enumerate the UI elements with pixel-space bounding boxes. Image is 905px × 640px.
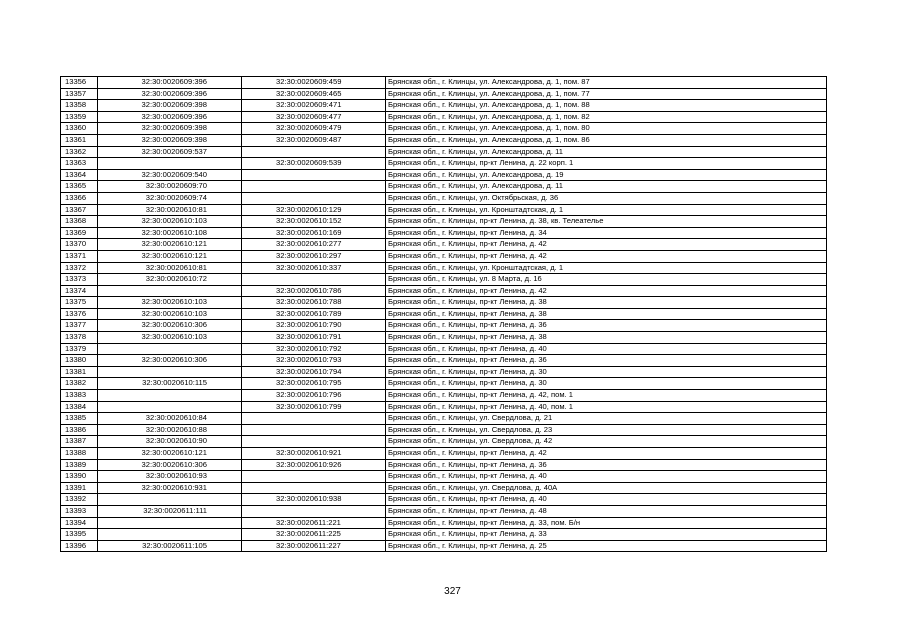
premises-cadastral-cell [242,181,386,193]
row-number-cell: 13381 [61,366,98,378]
premises-cadastral-cell: 32:30:0020610:789 [242,308,386,320]
building-cadastral-cell [98,343,242,355]
building-cadastral-cell: 32:30:0020609:396 [98,88,242,100]
table-row [61,471,827,483]
building-cadastral-cell: 32:30:0020610:81 [98,204,242,216]
address-cell: Брянская обл., г. Клинцы, ул. Александрова, д. 11 [386,181,827,193]
building-cadastral-cell: 32:30:0020610:103 [98,332,242,344]
table-row [61,390,827,402]
row-number-cell: 13371 [61,250,98,262]
row-number-cell: 13388 [61,448,98,460]
building-cadastral-cell [98,285,242,297]
table-row [61,448,827,460]
address-cell: Брянская обл., г. Клинцы, пр-кт Ленина, д. 40 [386,471,827,483]
row-number-cell: 13358 [61,100,98,112]
table-row [61,401,827,413]
row-number-cell: 13366 [61,192,98,204]
address-cell: Брянская обл., г. Клинцы, пр-кт Ленина, д. 25 [386,540,827,552]
table-row [61,459,827,471]
row-number-cell: 13363 [61,158,98,170]
building-cadastral-cell: 32:30:0020609:398 [98,100,242,112]
address-cell: Брянская обл., г. Клинцы, ул. Кронштадтская, д. 1 [386,204,827,216]
row-number-cell: 13360 [61,123,98,135]
table-row [61,192,827,204]
premises-cadastral-cell [242,169,386,181]
table-row [61,413,827,425]
building-cadastral-cell: 32:30:0020610:306 [98,355,242,367]
premises-cadastral-cell [242,413,386,425]
table-row [61,378,827,390]
table-row [61,239,827,251]
building-cadastral-cell: 32:30:0020610:81 [98,262,242,274]
premises-cadastral-cell: 32:30:0020609:471 [242,100,386,112]
address-cell: Брянская обл., г. Клинцы, пр-кт Ленина, д. 38, кв. Телеателье [386,216,827,228]
table-row [61,320,827,332]
address-cell: Брянская обл., г. Клинцы, пр-кт Ленина, д. 38 [386,332,827,344]
premises-cadastral-cell: 32:30:0020611:225 [242,529,386,541]
building-cadastral-cell: 32:30:0020611:111 [98,505,242,517]
row-number-cell: 13383 [61,390,98,402]
address-cell: Брянская обл., г. Клинцы, ул. Александрова, д. 1, пом. 77 [386,88,827,100]
building-cadastral-cell [98,401,242,413]
row-number-cell: 13377 [61,320,98,332]
building-cadastral-cell: 32:30:0020610:306 [98,320,242,332]
row-number-cell: 13394 [61,517,98,529]
row-number-cell: 13389 [61,459,98,471]
building-cadastral-cell: 32:30:0020610:115 [98,378,242,390]
premises-cadastral-cell: 32:30:0020609:477 [242,111,386,123]
row-number-cell: 13369 [61,227,98,239]
table-row [61,529,827,541]
row-number-cell: 13374 [61,285,98,297]
row-number-cell: 13380 [61,355,98,367]
premises-cadastral-cell: 32:30:0020609:459 [242,77,386,89]
table-row [61,332,827,344]
address-cell: Брянская обл., г. Клинцы, ул. Александрова, д. 1, пом. 86 [386,134,827,146]
address-cell: Брянская обл., г. Клинцы, пр-кт Ленина, д. 42 [386,239,827,251]
row-number-cell: 13359 [61,111,98,123]
table-row [61,250,827,262]
table-body [61,77,827,552]
table-row [61,355,827,367]
table-row [61,436,827,448]
row-number-cell: 13382 [61,378,98,390]
address-cell: Брянская обл., г. Клинцы, пр-кт Ленина, д. 36 [386,459,827,471]
premises-cadastral-cell [242,505,386,517]
row-number-cell: 13357 [61,88,98,100]
address-cell: Брянская обл., г. Клинцы, ул. Октябрьская, д. 36 [386,192,827,204]
address-cell: Брянская обл., г. Клинцы, пр-кт Ленина, д. 38 [386,297,827,309]
table-row [61,424,827,436]
table-row [61,227,827,239]
building-cadastral-cell: 32:30:0020609:396 [98,111,242,123]
premises-cadastral-cell: 32:30:0020610:938 [242,494,386,506]
premises-cadastral-cell: 32:30:0020610:169 [242,227,386,239]
address-cell: Брянская обл., г. Клинцы, ул. Свердлова, д. 21 [386,413,827,425]
building-cadastral-cell: 32:30:0020611:105 [98,540,242,552]
table-row [61,88,827,100]
row-number-cell: 13372 [61,262,98,274]
address-cell: Брянская обл., г. Клинцы, ул. Александрова, д. 19 [386,169,827,181]
premises-cadastral-cell: 32:30:0020611:221 [242,517,386,529]
premises-cadastral-cell: 32:30:0020610:129 [242,204,386,216]
row-number-cell: 13393 [61,505,98,517]
building-cadastral-cell [98,517,242,529]
address-cell: Брянская обл., г. Клинцы, пр-кт Ленина, д. 34 [386,227,827,239]
table-row [61,285,827,297]
building-cadastral-cell: 32:30:0020609:74 [98,192,242,204]
premises-cadastral-cell: 32:30:0020610:796 [242,390,386,402]
address-cell: Брянская обл., г. Клинцы, пр-кт Ленина, д. 40, пом. 1 [386,401,827,413]
table-row [61,77,827,89]
premises-cadastral-cell: 32:30:0020609:465 [242,88,386,100]
table-row [61,517,827,529]
table-row [61,343,827,355]
premises-cadastral-cell [242,424,386,436]
table-row [61,111,827,123]
address-cell: Брянская обл., г. Клинцы, пр-кт Ленина, д. 42, пом. 1 [386,390,827,402]
table-row [61,540,827,552]
page-number: 327 [444,586,461,597]
address-cell: Брянская обл., г. Клинцы, ул. Свердлова, д. 23 [386,424,827,436]
address-cell: Брянская обл., г. Клинцы, пр-кт Ленина, д. 38 [386,308,827,320]
premises-cadastral-cell: 32:30:0020610:795 [242,378,386,390]
premises-cadastral-cell: 32:30:0020610:792 [242,343,386,355]
row-number-cell: 13356 [61,77,98,89]
row-number-cell: 13386 [61,424,98,436]
table-row [61,181,827,193]
row-number-cell: 13362 [61,146,98,158]
premises-cadastral-cell: 32:30:0020610:337 [242,262,386,274]
building-cadastral-cell: 32:30:0020609:70 [98,181,242,193]
row-number-cell: 13364 [61,169,98,181]
building-cadastral-cell: 32:30:0020609:398 [98,123,242,135]
row-number-cell: 13376 [61,308,98,320]
building-cadastral-cell: 32:30:0020610:103 [98,308,242,320]
building-cadastral-cell: 32:30:0020610:306 [98,459,242,471]
premises-cadastral-cell: 32:30:0020610:788 [242,297,386,309]
premises-cadastral-cell: 32:30:0020609:539 [242,158,386,170]
address-cell: Брянская обл., г. Клинцы, пр-кт Ленина, д. 48 [386,505,827,517]
row-number-cell: 13392 [61,494,98,506]
table-row [61,297,827,309]
address-cell: Брянская обл., г. Клинцы, ул. Кронштадтская, д. 1 [386,262,827,274]
premises-cadastral-cell: 32:30:0020611:227 [242,540,386,552]
address-cell: Брянская обл., г. Клинцы, пр-кт Ленина, д. 40 [386,343,827,355]
building-cadastral-cell: 32:30:0020610:90 [98,436,242,448]
table-row [61,505,827,517]
premises-cadastral-cell [242,274,386,286]
address-cell: Брянская обл., г. Клинцы, ул. Александрова, д. 1, пом. 88 [386,100,827,112]
table-row [61,134,827,146]
premises-cadastral-cell: 32:30:0020610:297 [242,250,386,262]
row-number-cell: 13395 [61,529,98,541]
premises-cadastral-cell: 32:30:0020610:277 [242,239,386,251]
address-cell: Брянская обл., г. Клинцы, пр-кт Ленина, д. 42 [386,250,827,262]
table-row [61,482,827,494]
table-row [61,146,827,158]
row-number-cell: 13396 [61,540,98,552]
premises-cadastral-cell [242,192,386,204]
premises-cadastral-cell: 32:30:0020609:487 [242,134,386,146]
building-cadastral-cell [98,366,242,378]
address-cell: Брянская обл., г. Клинцы, пр-кт Ленина, д. 40 [386,494,827,506]
row-number-cell: 13391 [61,482,98,494]
row-number-cell: 13378 [61,332,98,344]
row-number-cell: 13368 [61,216,98,228]
building-cadastral-cell: 32:30:0020610:103 [98,297,242,309]
building-cadastral-cell: 32:30:0020609:396 [98,77,242,89]
address-cell: Брянская обл., г. Клинцы, пр-кт Ленина, д. 22 корп. 1 [386,158,827,170]
address-cell: Брянская обл., г. Клинцы, пр-кт Ленина, д. 33 [386,529,827,541]
building-cadastral-cell: 32:30:0020610:931 [98,482,242,494]
premises-cadastral-cell: 32:30:0020610:794 [242,366,386,378]
address-cell: Брянская обл., г. Клинцы, ул. Александрова, д. 1, пом. 82 [386,111,827,123]
building-cadastral-cell: 32:30:0020610:88 [98,424,242,436]
premises-cadastral-cell [242,436,386,448]
premises-cadastral-cell: 32:30:0020610:793 [242,355,386,367]
table-row [61,100,827,112]
premises-cadastral-cell: 32:30:0020610:926 [242,459,386,471]
building-cadastral-cell: 32:30:0020609:537 [98,146,242,158]
table-row [61,308,827,320]
row-number-cell: 13365 [61,181,98,193]
address-cell: Брянская обл., г. Клинцы, ул. Свердлова, д. 40А [386,482,827,494]
row-number-cell: 13370 [61,239,98,251]
premises-cadastral-cell: 32:30:0020609:479 [242,123,386,135]
premises-cadastral-cell: 32:30:0020610:790 [242,320,386,332]
building-cadastral-cell: 32:30:0020610:72 [98,274,242,286]
row-number-cell: 13379 [61,343,98,355]
building-cadastral-cell [98,158,242,170]
row-number-cell: 13373 [61,274,98,286]
building-cadastral-cell: 32:30:0020610:121 [98,239,242,251]
building-cadastral-cell [98,529,242,541]
table-row [61,274,827,286]
building-cadastral-cell [98,390,242,402]
row-number-cell: 13390 [61,471,98,483]
address-cell: Брянская обл., г. Клинцы, пр-кт Ленина, д. 36 [386,355,827,367]
address-cell: Брянская обл., г. Клинцы, ул. Александрова, д. 1, пом. 87 [386,77,827,89]
address-cell: Брянская обл., г. Клинцы, ул. Александрова, д. 1, пом. 80 [386,123,827,135]
table-row [61,158,827,170]
building-cadastral-cell: 32:30:0020610:108 [98,227,242,239]
address-cell: Брянская обл., г. Клинцы, пр-кт Ленина, д. 30 [386,378,827,390]
row-number-cell: 13367 [61,204,98,216]
address-cell: Брянская обл., г. Клинцы, ул. Александрова, д. 11 [386,146,827,158]
table-row [61,169,827,181]
building-cadastral-cell: 32:30:0020610:121 [98,250,242,262]
row-number-cell: 13384 [61,401,98,413]
premises-cadastral-cell [242,471,386,483]
premises-cadastral-cell [242,482,386,494]
table-row [61,366,827,378]
table-row [61,262,827,274]
table-row [61,494,827,506]
row-number-cell: 13361 [61,134,98,146]
row-number-cell: 13375 [61,297,98,309]
building-cadastral-cell: 32:30:0020610:103 [98,216,242,228]
premises-cadastral-cell: 32:30:0020610:921 [242,448,386,460]
table-row [61,123,827,135]
row-number-cell: 13385 [61,413,98,425]
cadastral-table [60,76,827,552]
table-row [61,216,827,228]
building-cadastral-cell [98,494,242,506]
building-cadastral-cell: 32:30:0020609:398 [98,134,242,146]
address-cell: Брянская обл., г. Клинцы, ул. Свердлова, д. 42 [386,436,827,448]
building-cadastral-cell: 32:30:0020609:540 [98,169,242,181]
premises-cadastral-cell: 32:30:0020610:786 [242,285,386,297]
table-row [61,204,827,216]
address-cell: Брянская обл., г. Клинцы, пр-кт Ленина, д. 30 [386,366,827,378]
premises-cadastral-cell: 32:30:0020610:799 [242,401,386,413]
building-cadastral-cell: 32:30:0020610:93 [98,471,242,483]
address-cell: Брянская обл., г. Клинцы, пр-кт Ленина, д. 33, пом. Б/н [386,517,827,529]
premises-cadastral-cell: 32:30:0020610:152 [242,216,386,228]
address-cell: Брянская обл., г. Клинцы, пр-кт Ленина, д. 36 [386,320,827,332]
address-cell: Брянская обл., г. Клинцы, пр-кт Ленина, д. 42 [386,448,827,460]
address-cell: Брянская обл., г. Клинцы, ул. 8 Марта, д. 16 [386,274,827,286]
premises-cadastral-cell: 32:30:0020610:791 [242,332,386,344]
building-cadastral-cell: 32:30:0020610:84 [98,413,242,425]
row-number-cell: 13387 [61,436,98,448]
address-cell: Брянская обл., г. Клинцы, пр-кт Ленина, д. 42 [386,285,827,297]
building-cadastral-cell: 32:30:0020610:121 [98,448,242,460]
premises-cadastral-cell [242,146,386,158]
